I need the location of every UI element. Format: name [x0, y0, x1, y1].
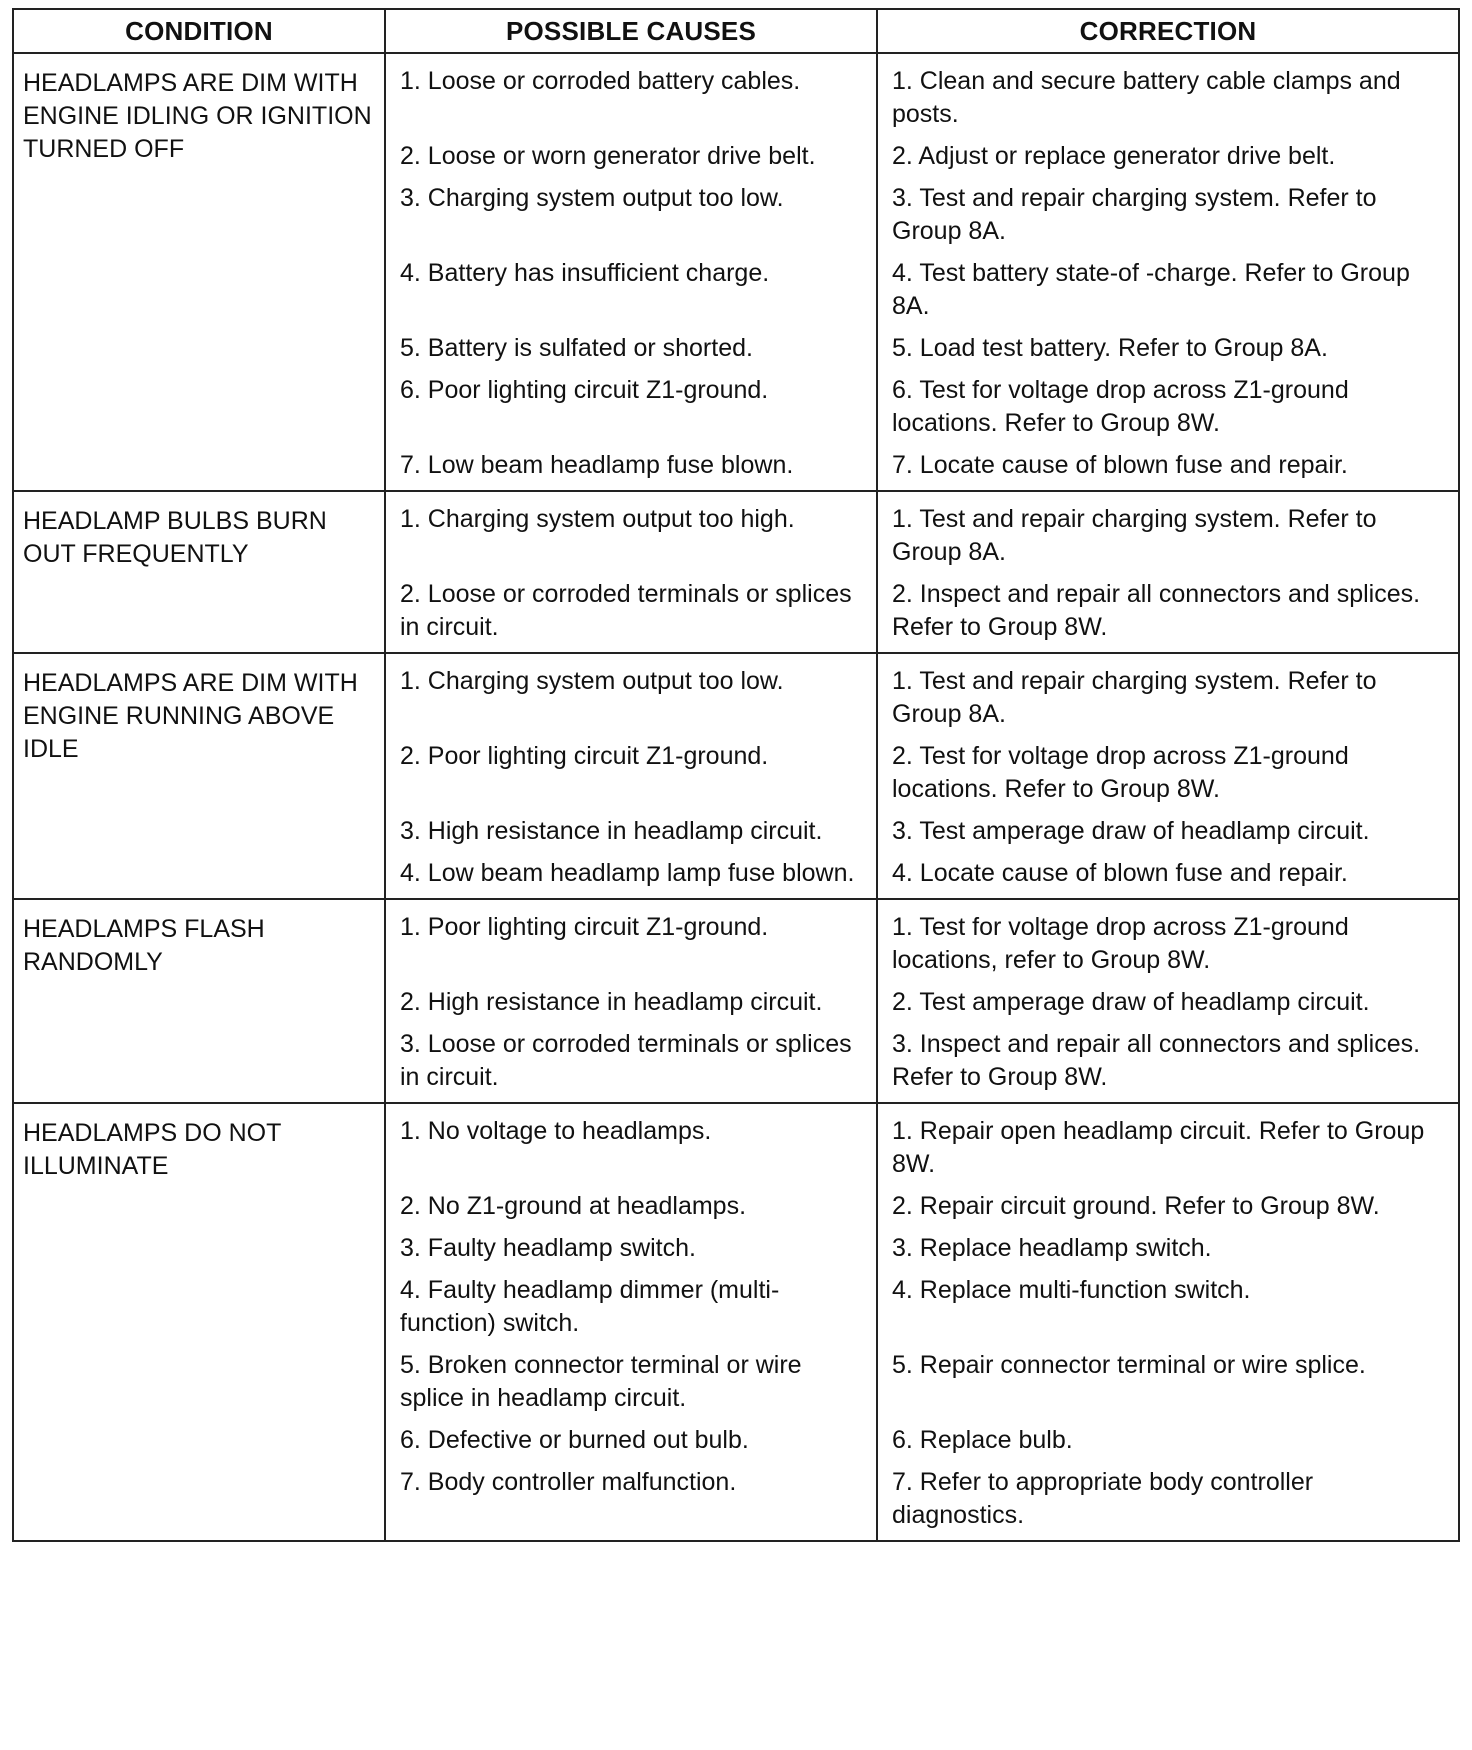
cause-item: 4. Low beam headlamp lamp fuse blown. — [400, 859, 855, 887]
cause-item: 1. No voltage to headlamps. — [400, 1117, 712, 1145]
header-row — [13, 9, 1459, 53]
correction-item: 4. Locate cause of blown fuse and repair. — [892, 859, 1348, 887]
headlamp-diagnosis-table — [12, 8, 1460, 1542]
correction-item: 5. Load test battery. Refer to Group 8A. — [892, 334, 1328, 362]
cause-item: 1. Charging system output too low. — [400, 667, 784, 695]
cause-item: 1. Loose or corroded battery cables. — [400, 67, 801, 95]
corrections-list — [878, 900, 1458, 1102]
cause-item: 1. Charging system output too high. — [400, 505, 795, 533]
correction-item: 2. Test amperage draw of headlamp circuit. — [892, 988, 1370, 1016]
possible-causes-cell — [385, 899, 877, 1103]
causes-list — [386, 900, 876, 1102]
correction-item: 3. Test and repair charging system. Refer to Group 8A. — [892, 184, 1377, 245]
correction-item: 6. Replace bulb. — [892, 1426, 1073, 1454]
correction-item: 2. Repair circuit ground. Refer to Group 8W. — [892, 1192, 1380, 1220]
possible-causes-cell — [385, 491, 877, 653]
correction-item: 1. Test for voltage drop across Z1-ground locations, refer to Group 8W. — [892, 913, 1349, 974]
causes-list — [386, 54, 876, 490]
cause-item: 1. Poor lighting circuit Z1-ground. — [400, 913, 769, 941]
corrections-list — [878, 492, 1458, 652]
cause-item: 3. Loose or corroded terminals or splices in circuit. — [400, 1030, 852, 1091]
condition-cell: HEADLAMPS FLASH RANDOMLY — [13, 899, 385, 1103]
cause-item: 6. Defective or burned out bulb. — [400, 1426, 749, 1454]
causes-list — [386, 1104, 876, 1540]
condition-cell: HEADLAMPS ARE DIM WITH ENGINE IDLING OR IGNITION TURNED OFF — [13, 53, 385, 491]
corrections-list — [878, 654, 1458, 898]
correction-cell — [877, 53, 1459, 491]
cause-item: 6. Poor lighting circuit Z1-ground. — [400, 376, 769, 404]
possible-causes-cell — [385, 53, 877, 491]
corrections-list — [878, 54, 1458, 490]
correction-item: 3. Inspect and repair all connectors and splices. Refer to Group 8W. — [892, 1030, 1421, 1091]
cause-item: 3. Charging system output too low. — [400, 184, 784, 212]
correction-item: 7. Locate cause of blown fuse and repair. — [892, 451, 1348, 479]
possible-causes-cell — [385, 653, 877, 899]
table-row — [13, 899, 1459, 1103]
correction-item: 3. Replace headlamp switch. — [892, 1234, 1212, 1262]
cause-item: 4. Faulty headlamp dimmer (multi-function) switch. — [400, 1276, 780, 1337]
correction-item: 4. Test battery state-of -charge. Refer to Group 8A. — [892, 259, 1410, 320]
cause-item: 5. Battery is sulfated or shorted. — [400, 334, 753, 362]
table-row — [13, 1103, 1459, 1541]
cause-item: 2. Poor lighting circuit Z1-ground. — [400, 742, 769, 770]
header-correction: CORRECTION — [877, 9, 1459, 53]
correction-item: 1. Repair open headlamp circuit. Refer to Group 8W. — [892, 1117, 1425, 1178]
header-condition: CONDITION — [13, 9, 385, 53]
correction-item: 6. Test for voltage drop across Z1-ground locations. Refer to Group 8W. — [892, 376, 1349, 437]
correction-item: 7. Refer to appropriate body controller diagnostics. — [892, 1468, 1314, 1529]
possible-causes-cell — [385, 1103, 877, 1541]
correction-item: 1. Clean and secure battery cable clamps and posts. — [892, 67, 1401, 128]
cause-item: 5. Broken connector terminal or wire splice in headlamp circuit. — [400, 1351, 802, 1412]
condition-cell: HEADLAMP BULBS BURN OUT FREQUENTLY — [13, 491, 385, 653]
cause-item: 2. High resistance in headlamp circuit. — [400, 988, 823, 1016]
cause-item: 2. Loose or worn generator drive belt. — [400, 142, 816, 170]
correction-item: 1. Test and repair charging system. Refer to Group 8A. — [892, 667, 1377, 728]
correction-cell — [877, 1103, 1459, 1541]
cause-item: 7. Body controller malfunction. — [400, 1468, 737, 1496]
correction-item: 2. Inspect and repair all connectors and splices. Refer to Group 8W. — [892, 580, 1421, 641]
header-possible-causes: POSSIBLE CAUSES — [385, 9, 877, 53]
cause-item: 7. Low beam headlamp fuse blown. — [400, 451, 794, 479]
cause-item: 3. High resistance in headlamp circuit. — [400, 817, 823, 845]
cause-item: 4. Battery has insufficient charge. — [400, 259, 770, 287]
cause-item: 3. Faulty headlamp switch. — [400, 1234, 696, 1262]
correction-item: 5. Repair connector terminal or wire splice. — [892, 1351, 1366, 1379]
correction-cell — [877, 491, 1459, 653]
correction-item: 3. Test amperage draw of headlamp circuit. — [892, 817, 1370, 845]
correction-cell — [877, 899, 1459, 1103]
causes-list — [386, 654, 876, 898]
condition-cell: HEADLAMPS ARE DIM WITH ENGINE RUNNING ABOVE IDLE — [13, 653, 385, 899]
correction-item: 2. Test for voltage drop across Z1-ground locations. Refer to Group 8W. — [892, 742, 1349, 803]
correction-cell — [877, 653, 1459, 899]
table-row — [13, 491, 1459, 653]
table-body — [13, 53, 1459, 1541]
cause-item: 2. Loose or corroded terminals or splices in circuit. — [400, 580, 852, 641]
causes-list — [386, 492, 876, 652]
correction-item: 1. Test and repair charging system. Refer to Group 8A. — [892, 505, 1377, 566]
cause-item: 2. No Z1-ground at headlamps. — [400, 1192, 747, 1220]
table-row — [13, 653, 1459, 899]
table-row — [13, 53, 1459, 491]
correction-item: 4. Replace multi-function switch. — [892, 1276, 1251, 1304]
correction-item: 2. Adjust or replace generator drive belt. — [892, 142, 1336, 170]
condition-cell: HEADLAMPS DO NOT ILLUMINATE — [13, 1103, 385, 1541]
corrections-list — [878, 1104, 1458, 1540]
diagnosis-sheet — [12, 8, 1458, 1542]
